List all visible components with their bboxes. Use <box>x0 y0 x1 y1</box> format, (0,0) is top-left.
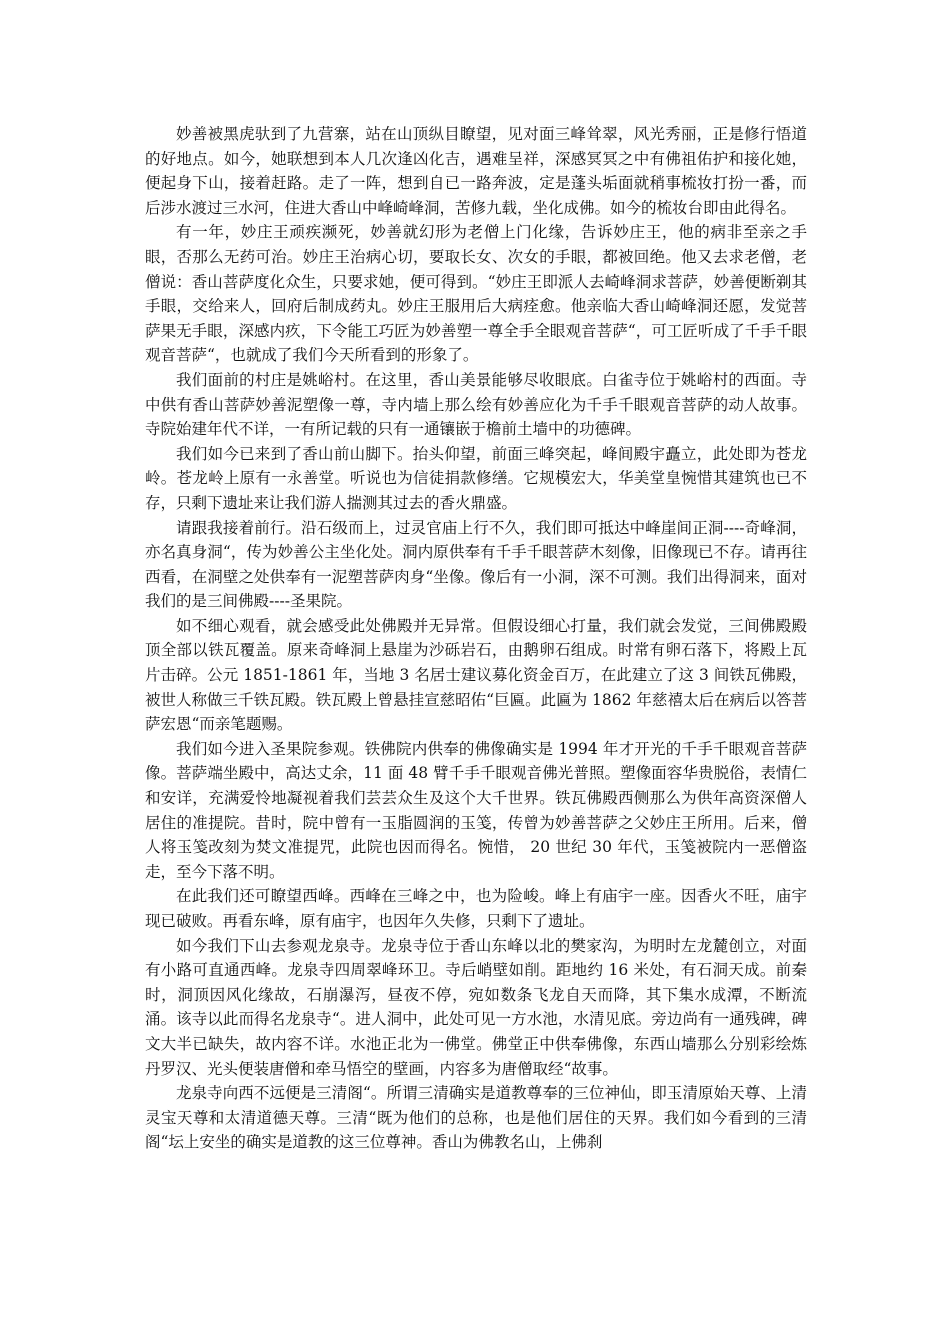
paragraph-10: 龙泉寺向西不远便是三清阁“。所谓三清确实是道教尊奉的三位神仙，即玉清原始天尊、上清灵宝天尊和太清道德天尊。三清“既为他们的总称，也是他们居住的天界。我们如今看到的三清阁“坛上安坐的确实是道教的这三位尊神。香山为佛教名山，上佛刹 <box>145 1084 807 1152</box>
paragraph-7: 我们如今进入圣果院参观。铁佛院内供奉的佛像确实是 1994 年才开光的千手千眼观音菩萨像。菩萨端坐殿中，高达丈余，11 面 48 臂千手千眼观音佛光普照。塑像面容华贵脱俗，表情仁和安详，充满爱怜地凝视着我们芸芸众生及这个大千世界。铁瓦佛殿西侧那么为供年高资深僧人居住的准提院。昔时，院中曾有一玉脂圆润的玉笺，传曾为妙善菩萨之父妙庄王所用。后来，僧人将玉笺改刻为焚文准提咒，此院也因而得名。惋惜， 20 世纪 30 年代，玉笺被院内一恶僧盗走，至今下落不明。 <box>145 739 807 881</box>
paragraph-3: 我们面前的村庄是姚峪村。在这里，香山美景能够尽收眼底。白雀寺位于姚峪村的西面。寺中供有香山菩萨妙善泥塑像一尊，寺内墙上那么绘有妙善应化为千手千眼观音菩萨的动人故事。寺院始建年代不详，一有所记载的只有一通镶嵌于檐前土墙中的功德碑。 <box>145 370 807 439</box>
document-body <box>145 122 807 1155</box>
paragraph-4: 我们如今已来到了香山前山脚下。抬头仰望，前面三峰突起，峰间殿宇矗立，此处即为苍龙岭。苍龙岭上原有一永善堂。听说也为信徒捐款修缮。它规模宏大，华美堂皇惋惜其建筑也已不存，只剩下遗址来让我们游人揣测其过去的香火鼎盛。 <box>145 444 807 512</box>
paragraph-9: 如今我们下山去参观龙泉寺。龙泉寺位于香山东峰以北的樊家沟，为明时左龙麓创立，对面有小路可直通西峰。龙泉寺四周翠峰环卫。寺后峭壁如削。距地约 16 米处，有石洞天成。前秦时，洞顶因风化缘故，石崩瀑泻，昼夜不停，宛如数条飞龙自天而降，其下集水成潭，不断流涌。该寺以此而得名龙泉寺“。进人洞中，此处可见一方水池，水清见底。旁边尚有一通残碑，碑文大半已缺失，故内容不详。水池正北为一佛堂。佛堂正中供奉佛像，东西山墙那么分别彩绘炼丹罗汉、光头便装唐僧和牵马悟空的壁画，内容多为唐僧取经“故事。 <box>145 936 807 1078</box>
paragraph-8: 在此我们还可瞭望西峰。西峰在三峰之中，也为险峻。峰上有庙宇一座。因香火不旺，庙宇现已破败。再看东峰，原有庙宇，也因年久失修，只剩下了遗址。 <box>145 887 807 930</box>
paragraph-2: 有一年，妙庄王顽疾濒死，妙善就幻形为老僧上门化缘，告诉妙庄王，他的病非至亲之手眼，否那么无药可治。妙庄王治病心切，要取长女、次女的手眼，都被回绝。他又去求老僧，老僧说：香山菩萨度化众生，只要求她，便可得到。“妙庄王即派人去崎峰洞求菩萨，妙善便断剃其手眼，交给来人，回府后制成药丸。妙庄王服用后大病痊愈。他亲临大香山崎峰洞还愿，发觉菩萨果无手眼，深感内疚，下令能工巧匠为妙善塑一尊全手全眼观音菩萨“，可工匠听成了千手千眼观音菩萨“，也就成了我们今天所看到的形象了。 <box>145 223 807 365</box>
paragraph-5: 请跟我接着前行。沿石级而上，过灵官庙上行不久，我们即可抵达中峰崖间正洞----奇峰洞，亦名真身洞“，传为妙善公主坐化处。洞内原供奉有千手千眼菩萨木刻像，旧像现已不存。请再往西看，在洞壁之处供奉有一泥塑菩萨肉身“坐像。像后有一小洞，深不可测。我们出得洞来，面对我们的是三间佛殿----圣果院。 <box>145 518 807 611</box>
paragraph-1: 妙善被黑虎驮到了九营寨，站在山顶纵目瞭望，见对面三峰耸翠，风光秀丽，正是修行悟道的好地点。如今，她联想到本人几次逢凶化吉，遇难呈祥，深感冥冥之中有佛祖佑护和接化她，便起身下山，接着赶路。走了一阵，想到自已一路奔波，定是蓬头垢面就稍事梳妆打扮一番，而后涉水渡过三水河，住进大香山中峰崎峰洞，苦修九载，坐化成佛。如今的梳妆台即由此得名。 <box>145 125 807 217</box>
paragraph-6: 如不细心观看，就会感受此处佛殿并无异常。但假设细心打量，我们就会发觉，三间佛殿殿顶全部以铁瓦覆盖。原来奇峰洞上悬崖为沙砾岩石，由鹅卵石组成。时常有卵石落下，将殿上瓦片击碎。公元 1851-1861 年，当地 3 名居士建议募化资金百万，在此建立了这 3 间铁瓦佛殿，被世人称做三千铁瓦殿。铁瓦殿上曾悬挂宣慈昭佑“巨匾。此匾为 1862 年慈禧太后在病后以答菩萨宏恩“而亲笔题赐。 <box>145 616 807 734</box>
